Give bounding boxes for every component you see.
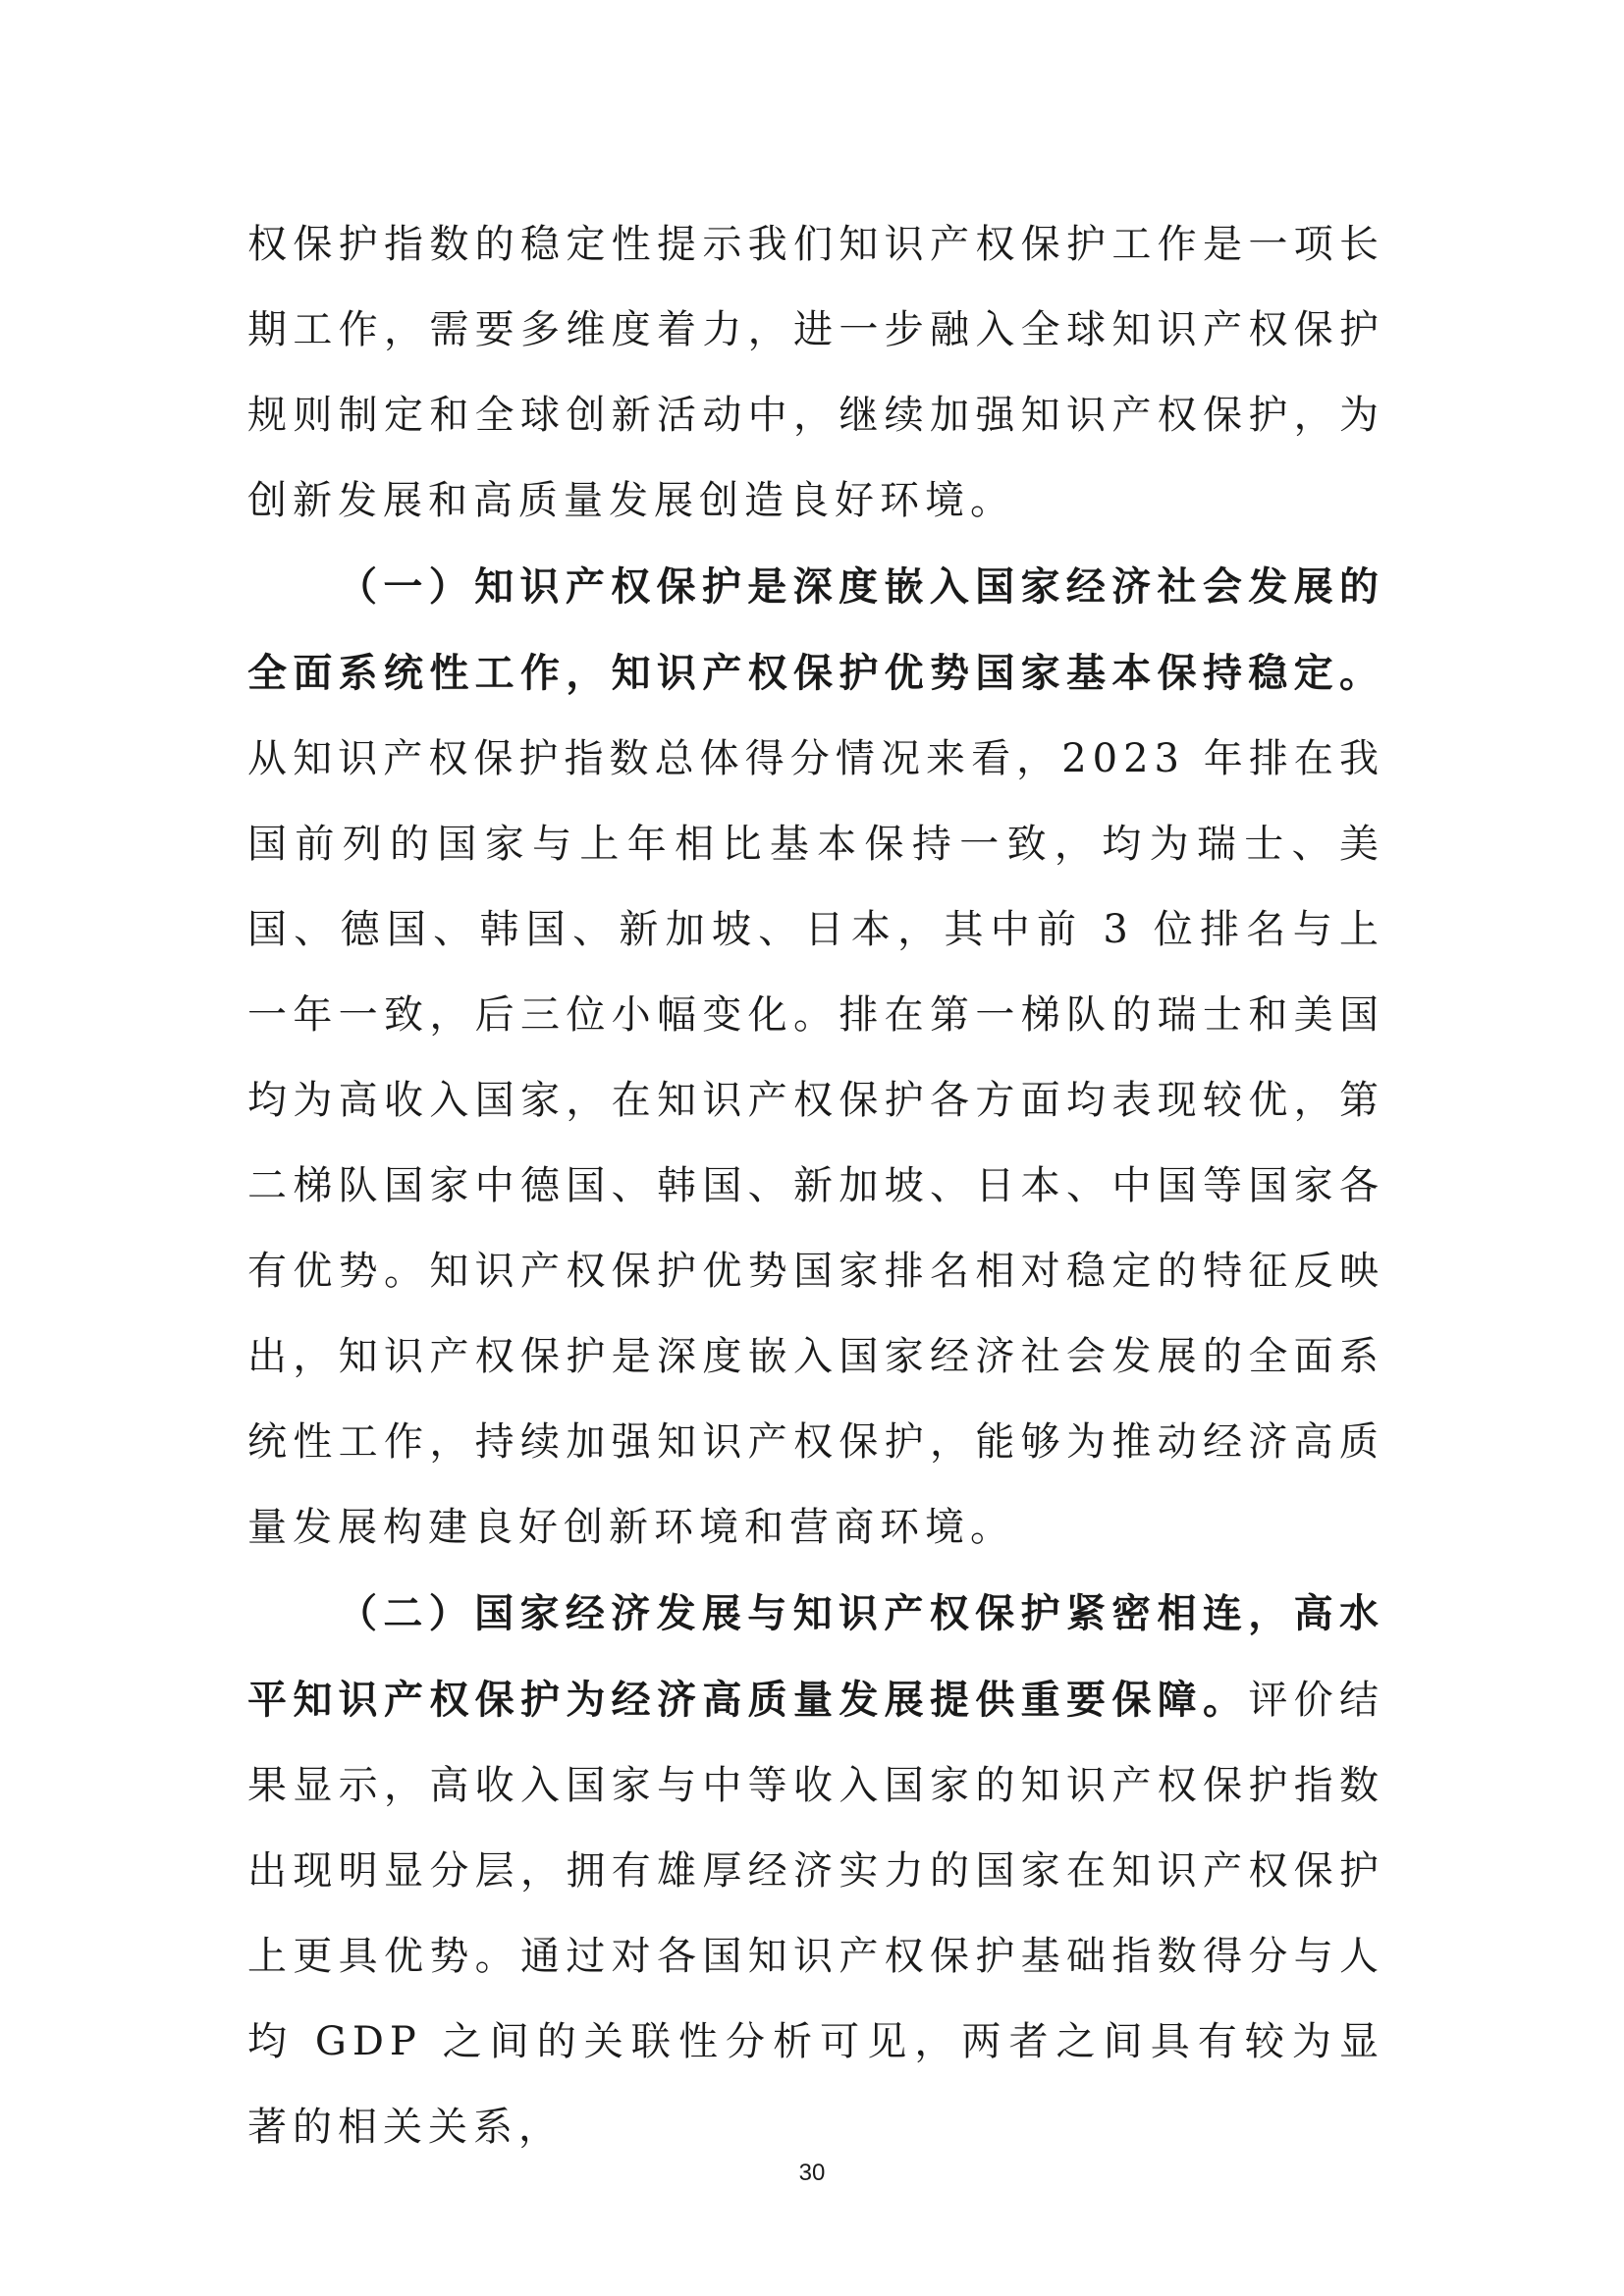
section-heading: （一）知识产权保护是深度嵌入国家经济社会发展的全面系统性工作，知识产权保护优势国家基本保持稳定。: [247, 563, 1384, 696]
body-text: [247, 202, 1384, 2170]
paragraph-section-2: [247, 1571, 1384, 2170]
page-number: 30: [798, 2160, 826, 2186]
paragraph-body: 权保护指数的稳定性提示我们知识产权保护工作是一项长期工作，需要多维度着力，进一步融入全球知识产权保护规则制定和全球创新活动中，继续加强知识产权保护，为创新发展和高质量发展创造良好环境。: [247, 222, 1384, 523]
paragraph-continued: [247, 202, 1384, 544]
paragraph-body: 从知识产权保护指数总体得分情况来看，2023 年排在我国前列的国家与上年相比基本保持一致，均为瑞士、美国、德国、韩国、新加坡、日本，其中前 3 位排名与上一年一致，后三位小幅变化。排在第一梯队的瑞士和美国均为高收入国家，在知识产权保护各方面均表现较优，第二梯队国家中德国、韩国、新加坡、日本、中国等国家各有优势。知识产权保护优势国家排名相对稳定的特征反映出，知识产权保护是深度嵌入国家经济社会发展的全面系统性工作，持续加强知识产权保护，能够为推动经济高质量发展构建良好创新环境和营商环境。: [247, 736, 1384, 1550]
paragraph-section-1: [247, 544, 1384, 1571]
section-heading: （二）国家经济发展与知识产权保护紧密相连，高水平知识产权保护为经济高质量发展提供重要保障。: [247, 1590, 1384, 1723]
paragraph-body: 评价结果显示，高收入国家与中等收入国家的知识产权保护指数出现明显分层，拥有雄厚经济实力的国家在知识产权保护上更具优势。通过对各国知识产权保护基础指数得分与人均 GDP 之间的关联性分析可见，两者之间具有较为显著的相关关系，: [247, 1678, 1385, 2150]
